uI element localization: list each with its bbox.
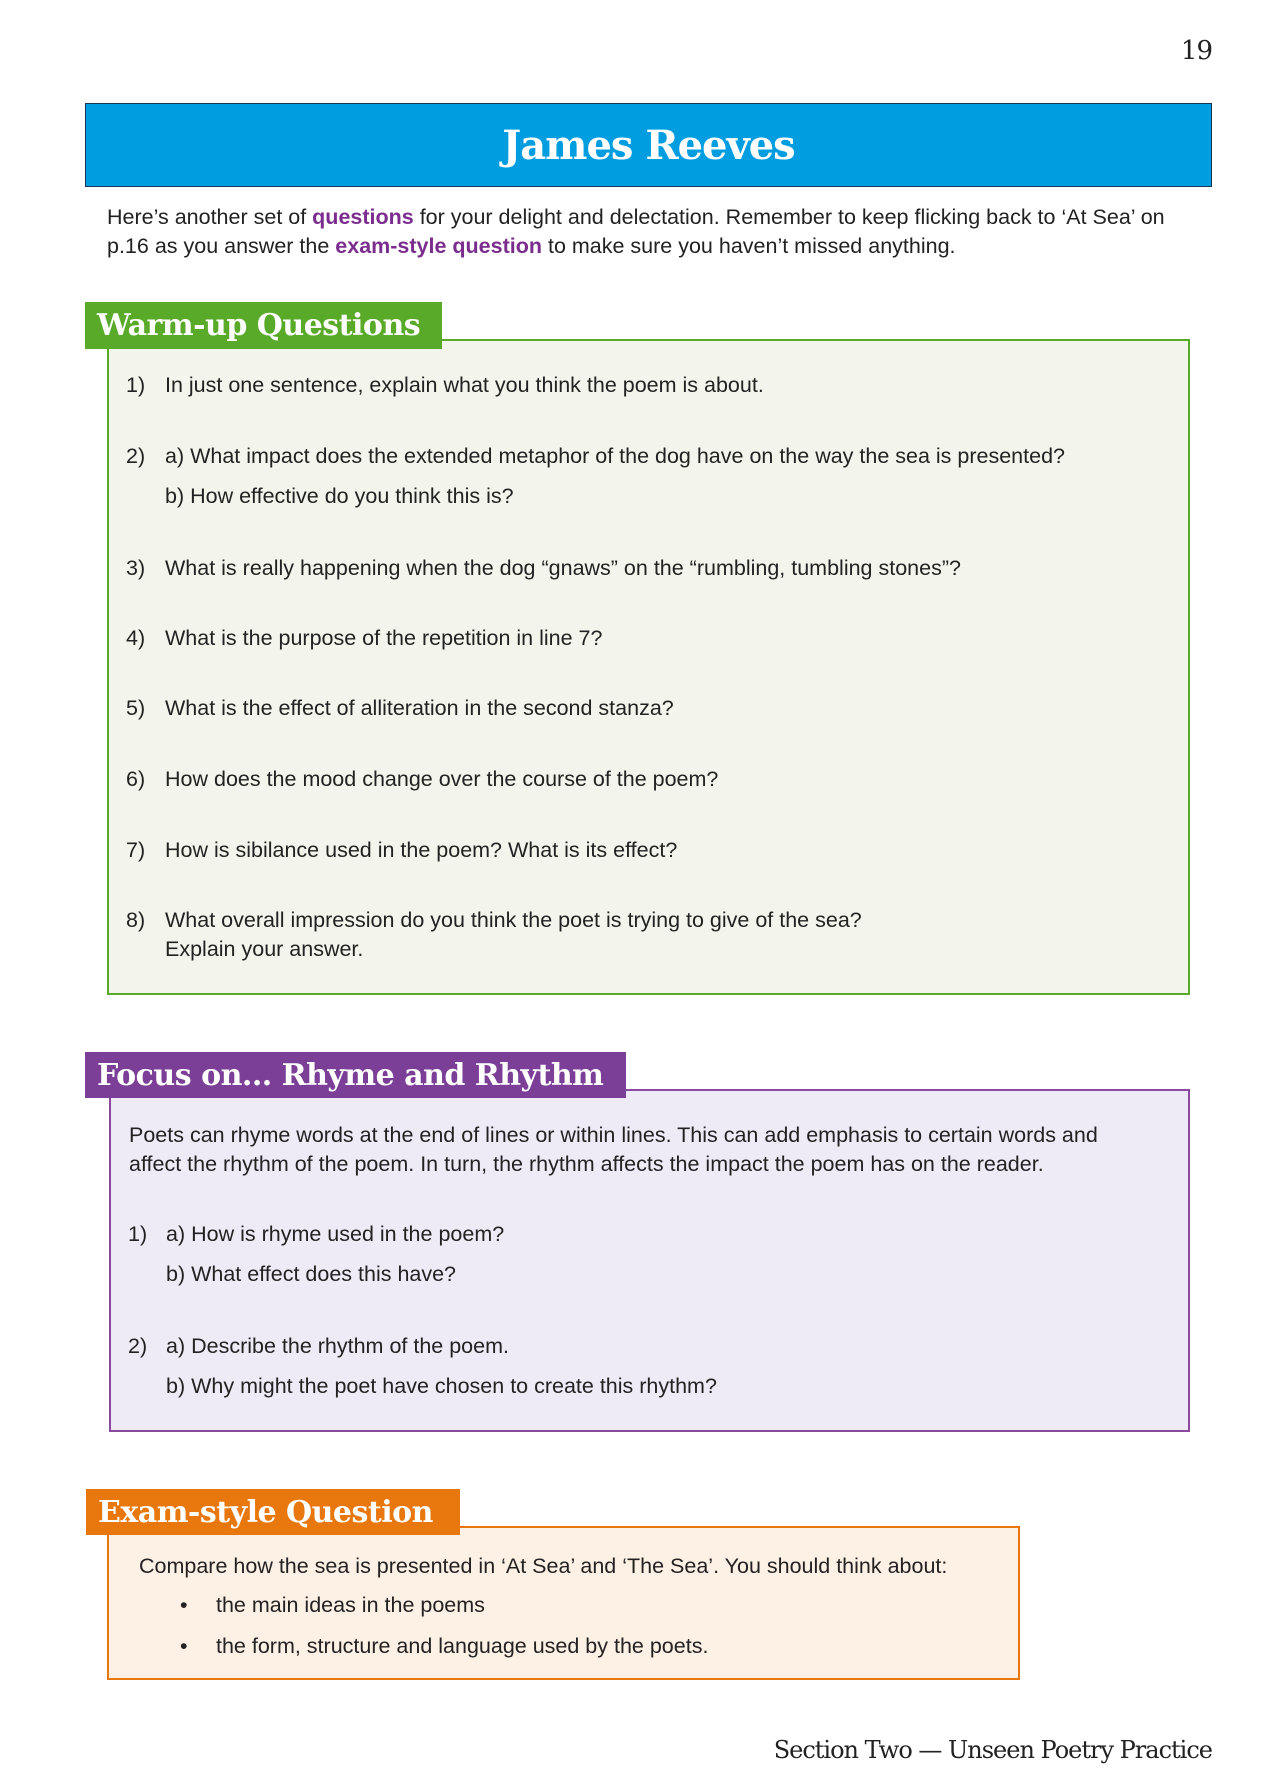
title-banner [85,103,1212,187]
question-text: How does the mood change over the course of the poem? [165,767,719,791]
question-number: 7) [126,838,146,862]
question-subtext: b) How effective do you think this is? [165,484,514,508]
warmup-box [107,339,1190,995]
question-text: What is the effect of alliteration in the second stanza? [165,696,674,720]
question-text: What is the purpose of the repetition in line 7? [165,626,603,650]
focus-heading: Focus on... Rhyme and Rhythm [85,1052,626,1098]
exam-prompt: Compare how the sea is presented in ‘At Sea’ and ‘The Sea’. You should think about: [139,1554,948,1578]
question-text: In just one sentence, explain what you think the poem is about. [165,373,764,397]
question-number: 3) [126,556,146,580]
question-text: a) What impact does the extended metaphor of the dog have on the way the sea is presented? [165,444,1065,468]
exam-bullet: the main ideas in the poems [216,1593,485,1617]
question-text: How is sibilance used in the poem? What is its effect? [165,838,678,862]
intro-highlight-questions: questions [312,205,414,229]
exam-heading: Exam-style Question [86,1489,460,1535]
focus-intro-line: affect the rhythm of the poem. In turn, the rhythm affects the impact the poem has on the reader. [129,1152,1044,1176]
question-number: 5) [126,696,146,720]
focus-question-number: 1) [128,1222,148,1246]
focus-question-b: b) What effect does this have? [166,1262,457,1286]
question-number: 4) [126,626,146,650]
question-number: 6) [126,767,146,791]
focus-question-b: b) Why might the poet have chosen to create this rhythm? [166,1374,717,1398]
focus-question-a: a) Describe the rhythm of the poem. [166,1334,509,1358]
focus-question-number: 2) [128,1334,148,1358]
exam-bullet: the form, structure and language used by the poets. [216,1634,709,1658]
question-subtext: Explain your answer. [165,937,364,961]
intro-highlight-exam: exam-style question [335,234,542,258]
bullet-icon: • [180,1593,188,1617]
focus-question-a: a) How is rhyme used in the poem? [166,1222,505,1246]
page-number: 19 [1180,36,1212,66]
question-number: 8) [126,908,146,932]
question-number: 1) [126,373,146,397]
question-text: What is really happening when the dog “gnaws” on the “rumbling, tumbling stones”? [165,556,961,580]
bullet-icon: • [180,1634,188,1658]
question-number: 2) [126,444,146,468]
question-text: What overall impression do you think the poet is trying to give of the sea? [165,908,862,932]
section-footer: Section Two — Unseen Poetry Practice [773,1736,1212,1764]
intro-text: Here’s another set of [107,205,313,229]
intro-text: to make sure you haven’t missed anything. [542,234,956,258]
intro-paragraph [107,203,1197,261]
page-title: James Reeves [502,121,795,169]
intro-text: for your delight and delectation. Remember to keep flicking back to ‘At Sea’ on p.16 as you answer the [107,205,1165,258]
warmup-heading: Warm-up Questions [85,302,442,349]
focus-intro-line: Poets can rhyme words at the end of lines or within lines. This can add emphasis to certain words and [129,1123,1098,1147]
